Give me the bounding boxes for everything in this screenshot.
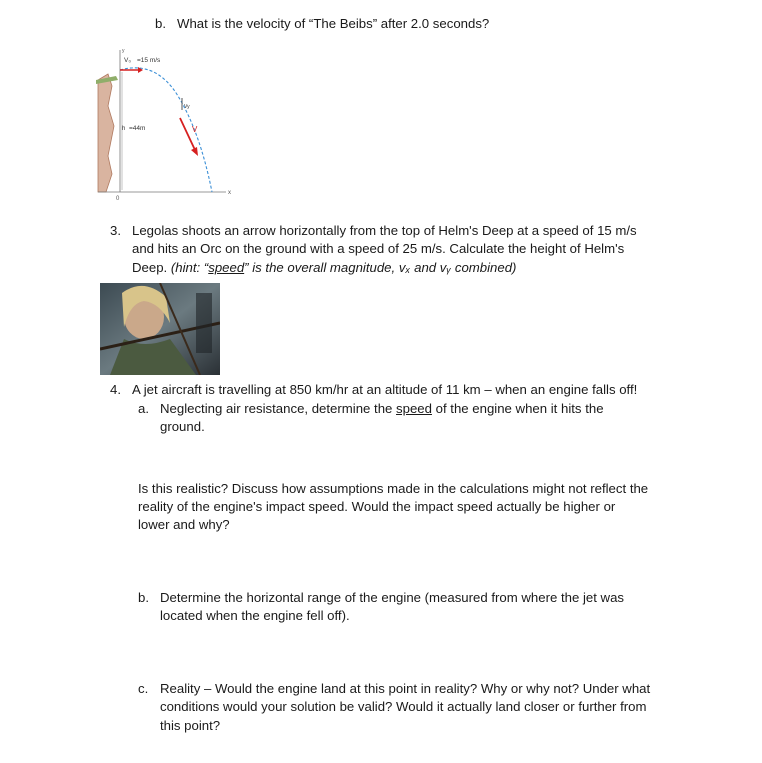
vy-label: Vy <box>184 104 190 110</box>
q3-hint-speed: speed <box>208 260 245 275</box>
q4c-marker: c. <box>138 681 149 696</box>
q3-line3-text: Deep. <box>132 260 171 275</box>
q2b-marker: b. <box>155 16 166 31</box>
cliff-shape <box>98 74 114 192</box>
q2b-question: What is the velocity of “The Beibs” after 2.0 seconds? <box>177 16 490 31</box>
q4a-line1 <box>160 399 604 418</box>
x-axis-label: x <box>228 190 231 196</box>
q4a-marker: a. <box>138 401 149 416</box>
q4a-speed: speed <box>396 401 432 416</box>
q3-hint-rest: ” is the overall magnitude, vₓ and vᵧ combined) <box>244 260 517 275</box>
h-sub: h <box>122 126 126 132</box>
velocity-arrowhead <box>191 147 198 156</box>
q4c-line2: conditions would your solution be valid? Would it actually land closer or further from <box>160 699 647 714</box>
q3-line3 <box>132 258 516 277</box>
q4b-marker: b. <box>138 590 149 605</box>
velocity-arrow <box>180 118 195 150</box>
q4-number: 4. <box>110 382 121 397</box>
q3-line1: Legolas shoots an arrow horizontally from the top of Helm's Deep at a speed of 15 m/s <box>132 223 637 238</box>
v0-sub: V₀ <box>124 57 132 64</box>
v-label: V <box>192 125 198 134</box>
h-label: =44m <box>129 125 146 132</box>
origin-label: 0 <box>116 196 120 202</box>
q3-number: 3. <box>110 223 121 238</box>
q4-realistic-line1: Is this realistic? Discuss how assumptions made in the calculations might not reflect the <box>138 481 649 496</box>
legolas-photo <box>100 283 220 375</box>
q4a-line1-post: of the engine when it hits the <box>431 401 604 416</box>
q4b-line1: Determine the horizontal range of the engine (measured from where the jet was <box>160 590 625 605</box>
q4c-line1: Reality – Would the engine land at this point in reality? Why or why not? Under what <box>160 681 651 696</box>
q3-line2: and hits an Orc on the ground with a speed of 25 m/s. Calculate the height of Helm's <box>132 241 625 256</box>
q4c-line3: this point? <box>160 718 221 733</box>
q4-intro: A jet aircraft is travelling at 850 km/hr at an altitude of 11 km – when an engine falls off! <box>132 382 638 397</box>
projectile-diagram <box>96 46 236 202</box>
q4b-line2: located when the engine fell off). <box>160 608 350 623</box>
y-axis-label: y <box>122 48 125 54</box>
v0-label: =15 m/s <box>137 57 161 64</box>
q4-realistic-line2: reality of the engine's impact speed. Would the impact speed actually be higher or <box>138 499 616 514</box>
q4a-line2: ground. <box>160 419 205 434</box>
q3-hint-open: (hint: “ <box>170 260 209 275</box>
q4a-line1-pre: Neglecting air resistance, determine the <box>160 401 397 416</box>
q4-realistic-line3: lower and why? <box>138 517 230 532</box>
